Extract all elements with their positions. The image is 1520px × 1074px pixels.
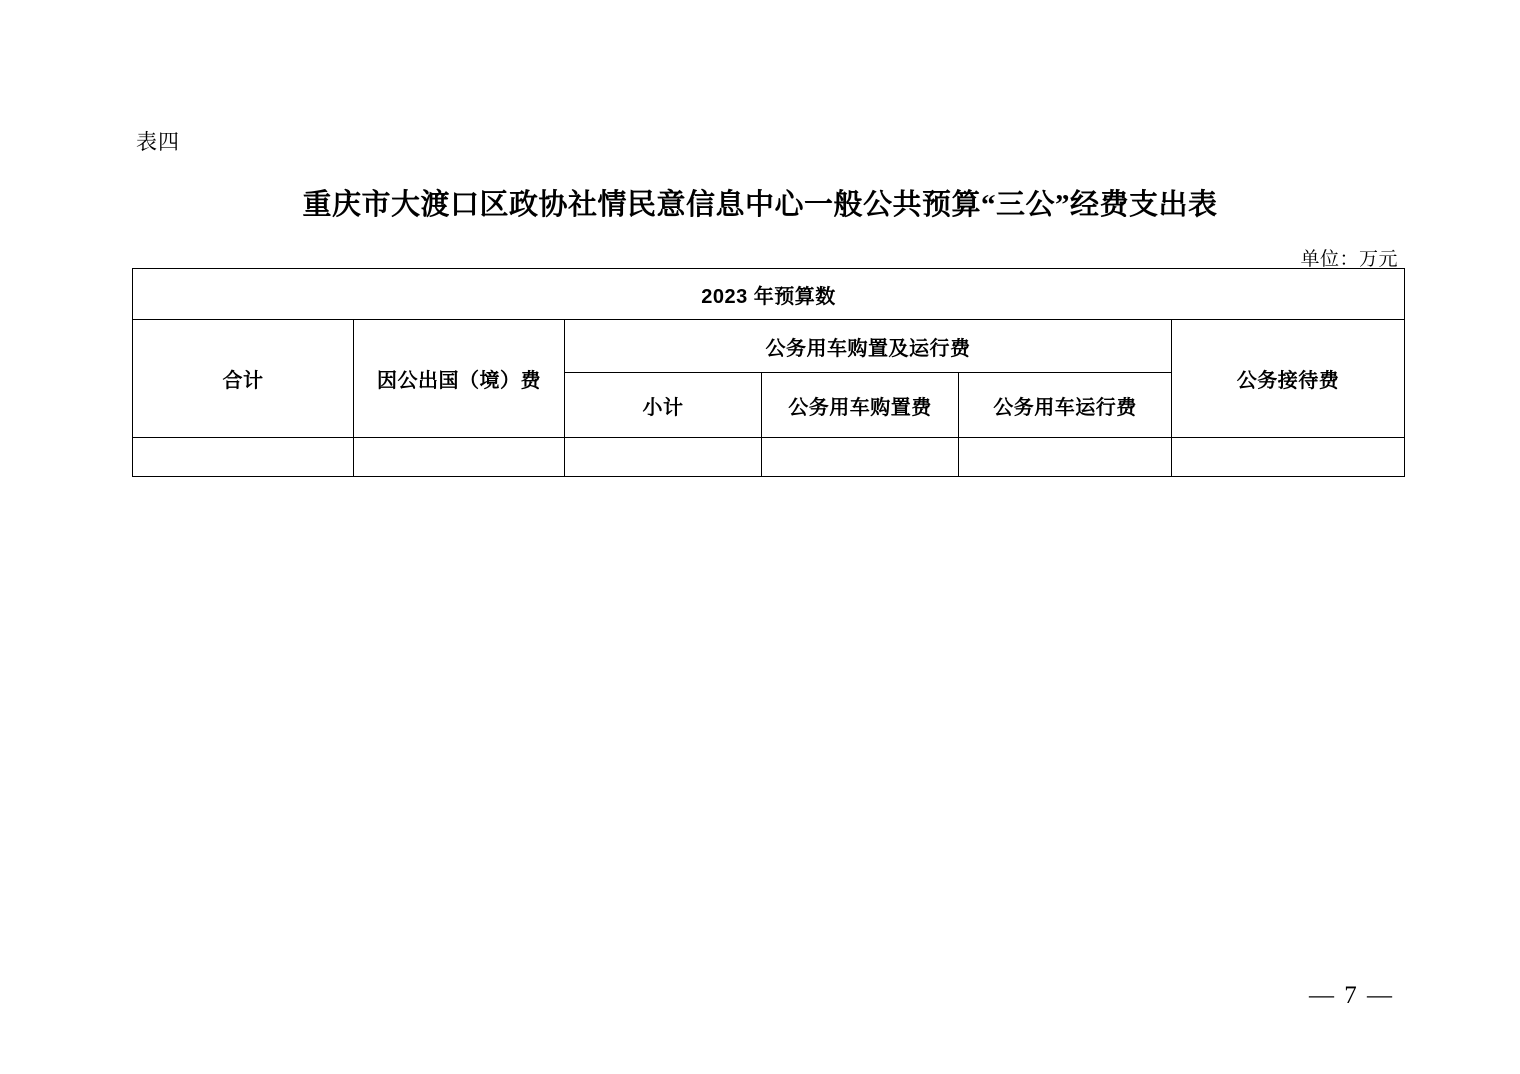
column-header-vehicle-subtotal: 小计 — [565, 373, 762, 438]
table-row — [133, 438, 1405, 477]
year-header-cell: 2023 年预算数 — [133, 269, 1405, 320]
column-header-reception: 公务接待费 — [1172, 320, 1405, 438]
table-row-group-header — [133, 320, 1405, 373]
column-header-vehicle-operation: 公务用车运行费 — [959, 373, 1172, 438]
column-header-abroad: 因公出国（境）费 — [354, 320, 565, 438]
unit-note: 单位：万元 — [1300, 249, 1398, 270]
page-number: — 7 — — [1309, 982, 1394, 1009]
column-header-vehicle-purchase: 公务用车购置费 — [762, 373, 959, 438]
cell-abroad — [354, 438, 565, 477]
column-header-total: 合计 — [133, 320, 354, 438]
budget-table — [132, 268, 1405, 477]
cell-vehicle-operation — [959, 438, 1172, 477]
column-header-vehicle-group: 公务用车购置及运行费 — [565, 320, 1172, 373]
table-label: 表四 — [136, 130, 180, 154]
page-title: 重庆市大渡口区政协社情民意信息中心一般公共预算“三公”经费支出表 — [302, 189, 1218, 221]
cell-vehicle-purchase — [762, 438, 959, 477]
cell-vehicle-subtotal — [565, 438, 762, 477]
cell-total — [133, 438, 354, 477]
cell-reception — [1172, 438, 1405, 477]
table-row-year-header — [133, 269, 1405, 320]
